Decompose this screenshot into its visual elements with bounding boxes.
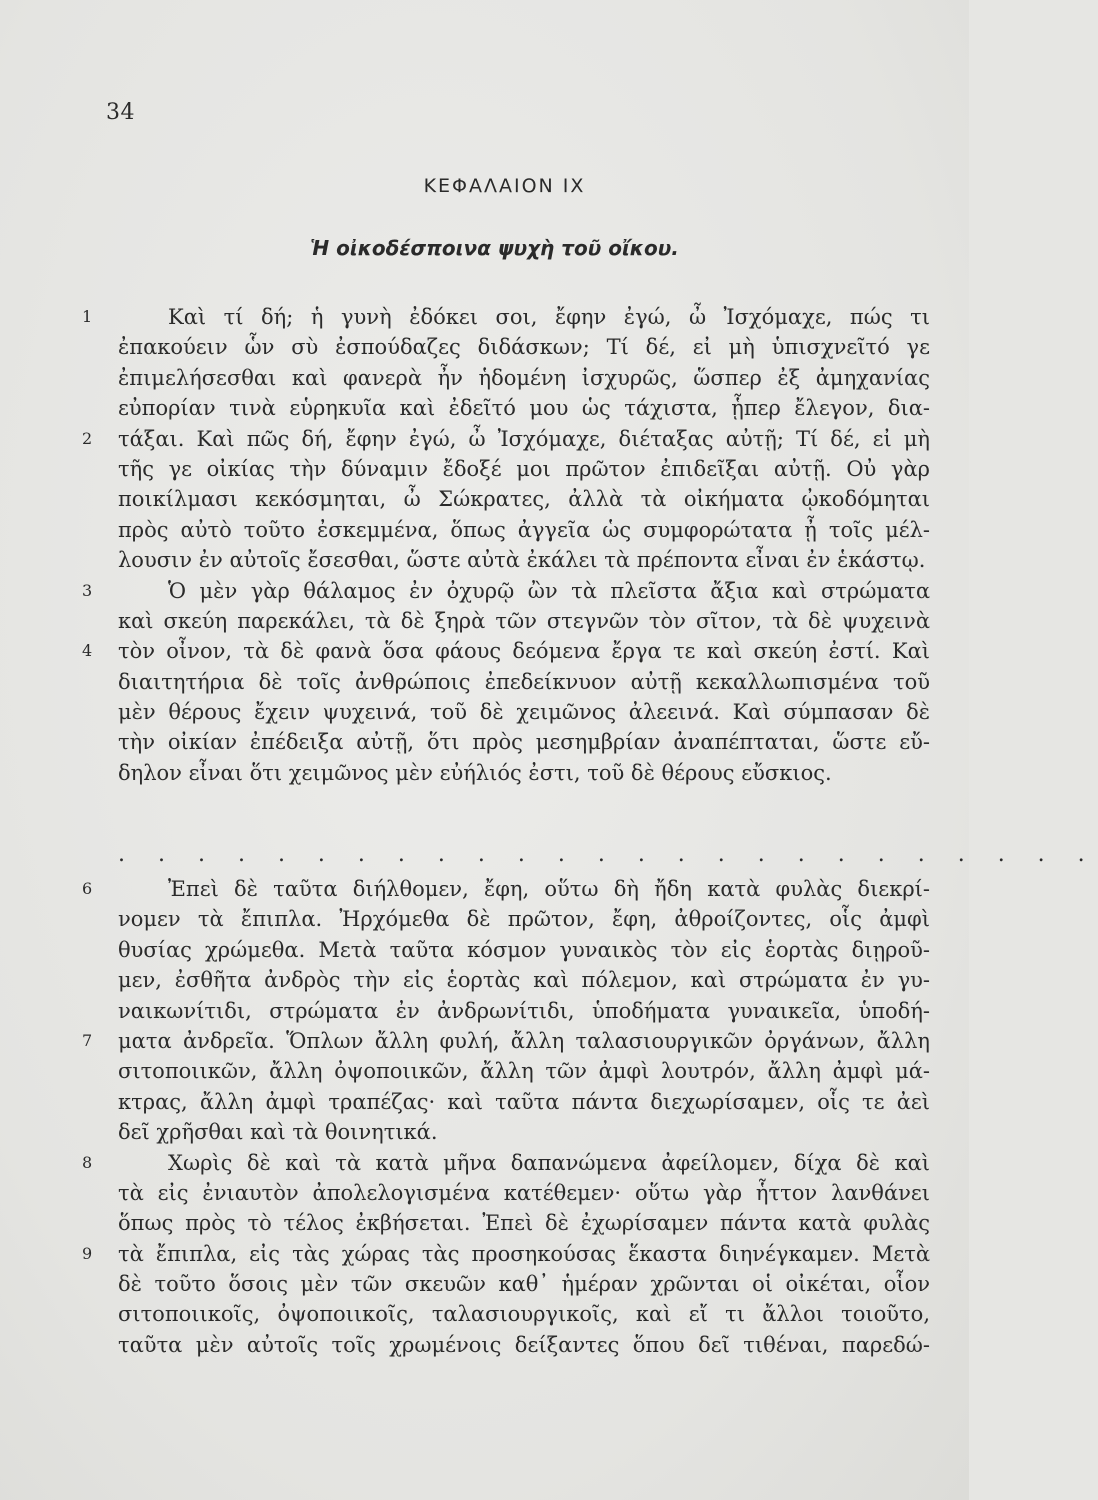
line-text: ταῦτα μὲν αὐτοῖς τοῖς χρωμένοις δείξαντες ὅπου δεῖ τιθέναι, παρεδώ- xyxy=(118,1332,930,1357)
text-line xyxy=(118,1087,930,1117)
line-number: 2 xyxy=(82,428,93,448)
line-text: καὶ σκεύη παρεκάλει, τὰ δὲ ξηρὰ τῶν στεγνῶν τὸν σῖτον, τὰ δὲ ψυχεινὰ xyxy=(118,608,930,633)
text-line xyxy=(118,727,930,757)
text-line xyxy=(118,758,930,788)
text-line xyxy=(118,965,930,995)
line-text: δὲ τοῦτο ὅσοις μὲν τῶν σκευῶν καθ᾽ ἡμέραν χρῶνται οἱ οἰκέται, οἷον xyxy=(118,1272,930,1297)
line-number: 4 xyxy=(82,641,93,661)
chapter-title: ΚΕΦΑΛΑΙΟΝ ΙΧ xyxy=(423,175,586,197)
text-line xyxy=(118,1330,930,1360)
line-text: ποικίλμασι κεκόσμηται, ὦ Σώκρατες, ἀλλὰ τὰ οἰκήματα ᾠκοδόμηται xyxy=(118,487,930,512)
text-line xyxy=(82,636,930,666)
text-line xyxy=(118,332,930,362)
line-number: 3 xyxy=(82,580,93,600)
page-number: 34 xyxy=(106,100,135,125)
line-text: διαιτητήρια δὲ τοῖς ἀνθρώποις ἐπεδείκνυον αὐτῇ κεκαλλωπισμένα τοῦ xyxy=(118,669,930,694)
line-text: Χωρὶς δὲ καὶ τὰ κατὰ μῆνα δαπανώμενα ἀφείλομεν, δίχα δὲ καὶ xyxy=(168,1150,930,1175)
text-line xyxy=(118,996,930,1026)
line-text: σιτοποιικῶν, ἄλλη ὀψοποιικῶν, ἄλλη τῶν ἀμφὶ λουτρόν, ἄλλη ἀμφὶ μά- xyxy=(118,1059,930,1084)
line-text: Καὶ τί δή; ἡ γυνὴ ἐδόκει σοι, ἔφην ἐγώ, ὦ Ἰσχόμαχε, πώς τι xyxy=(168,305,930,329)
text-line xyxy=(118,904,930,934)
line-text: ναικωνίτιδι, στρώματα ἐν ἀνδρωνίτιδι, ὑποδήματα γυναικεῖα, ὑποδή- xyxy=(118,998,930,1023)
text-line xyxy=(118,545,930,575)
text-line xyxy=(118,515,930,545)
text-line xyxy=(118,667,930,697)
line-text: δηλον εἶναι ὅτι χειμῶνος μὲν εὐήλιός ἐστι, τοῦ δὲ θέρους εὔσκιος. xyxy=(118,760,832,785)
line-text: τάξαι. Καὶ πῶς δή, ἔφην ἐγώ, ὦ Ἰσχόμαχε, διέταξας αὐτῇ; Τί δέ, εἰ μὴ xyxy=(118,426,930,451)
line-number: 6 xyxy=(82,879,93,898)
line-text: κτρας, ἄλλη ἀμφὶ τραπέζας· καὶ ταῦτα πάντα διεχωρίσαμεν, οἷς τε ἀεὶ xyxy=(118,1089,930,1114)
line-text: μεν, ἐσθῆτα ἀνδρὸς τὴν εἰς ἑορτὰς καὶ πόλεμον, καὶ στρώματα ἐν γυ- xyxy=(118,968,930,993)
line-text: εὐπορίαν τινὰ εὑρηκυῖα καὶ ἐδεῖτό μου ὡς τάχιστα, ᾗπερ ἔλεγον, δια- xyxy=(118,396,930,421)
line-text: τὴν οἰκίαν ἐπέδειξα αὐτῇ, ὅτι πρὸς μεσημβρίαν ἀναπέπταται, ὥστε εὔ- xyxy=(118,730,930,755)
text-line xyxy=(82,302,930,332)
text-block-2 xyxy=(82,874,930,1360)
text-line xyxy=(118,1178,930,1208)
text-line xyxy=(82,1026,930,1056)
line-text: Ὁ μὲν γὰρ θάλαμος ἐν ὀχυρῷ ὢν τὰ πλεῖστα ἄξια καὶ στρώματα xyxy=(168,578,930,603)
text-block-1 xyxy=(82,302,930,788)
line-text: ἐπιμελήσεσθαι καὶ φανερὰ ἦν ἡδομένη ἰσχυρῶς, ὥσπερ ἐξ ἀμηχανίας xyxy=(118,365,930,390)
text-line xyxy=(118,1056,930,1086)
text-line xyxy=(82,576,930,606)
line-number: 8 xyxy=(82,1152,93,1172)
line-text: πρὸς αὐτὸ τοῦτο ἐσκεμμένα, ὅπως ἀγγεῖα ὡς συμφορώτατα ᾖ τοῖς μέλ- xyxy=(118,517,930,542)
text-line xyxy=(118,1208,930,1238)
text-line xyxy=(82,874,930,904)
line-text: τὰ εἰς ἐνιαυτὸν ἀπολελογισμένα κατέθεμεν· οὕτω γὰρ ἧττον λανθάνει xyxy=(118,1180,930,1205)
text-line xyxy=(118,1269,930,1299)
line-number: 9 xyxy=(82,1243,93,1263)
line-text: Ἐπεὶ δὲ ταῦτα διήλθομεν, ἔφη, οὕτω δὴ ἤδη κατὰ φυλὰς διεκρί- xyxy=(168,877,930,901)
line-text: ὅπως πρὸς τὸ τέλος ἐκβήσεται. Ἐπεὶ δὲ ἐχωρίσαμεν πάντα κατὰ φυλὰς xyxy=(118,1211,930,1236)
line-text: θυσίας χρώμεθα. Μετὰ ταῦτα κόσμον γυναικὸς τὸν εἰς ἑορτὰς διῃροῦ- xyxy=(118,937,930,962)
text-line xyxy=(118,1117,930,1147)
text-line xyxy=(82,424,930,454)
line-text: τὸν οἶνον, τὰ δὲ φανὰ ὅσα φάους δεόμενα ἔργα τε καὶ σκεύη ἐστί. Καὶ xyxy=(118,639,930,664)
line-text: σιτοποιικοῖς, ὀψοποιικοῖς, ταλασιουργικοῖς, καὶ εἴ τι ἄλλοι τοιοῦτο, xyxy=(118,1302,930,1327)
line-text: μὲν θέρους ἔχειν ψυχεινά, τοῦ δὲ χειμῶνος ἀλεεινά. Καὶ σύμπασαν δὲ xyxy=(118,700,930,725)
line-number: 7 xyxy=(82,1030,93,1050)
line-text: νομεν τὰ ἔπιπλα. Ἠρχόμεθα δὲ πρῶτον, ἔφη, ἀθροίζοντες, οἷς ἀμφὶ xyxy=(118,907,930,932)
text-line xyxy=(82,1148,930,1178)
line-text: ἐπακούειν ὧν σὺ ἐσπούδαζες διδάσκων; Τί δέ, εἰ μὴ ὑπισχνεῖτό γε xyxy=(118,335,930,360)
text-line xyxy=(118,1299,930,1329)
line-text: τὰ ἔπιπλα, εἰς τὰς χώρας τὰς προσηκούσας ἕκαστα διηνέγκαμεν. Μετὰ xyxy=(118,1241,930,1266)
text-line xyxy=(118,606,930,636)
line-number: 1 xyxy=(82,307,93,326)
text-line xyxy=(82,1239,930,1269)
line-text: τῆς γε οἰκίας τὴν δύναμιν ἔδοξέ μοι πρῶτον ἐπιδεῖξαι αὐτῇ. Οὐ γὰρ xyxy=(118,456,930,481)
text-line xyxy=(118,697,930,727)
text-line xyxy=(118,393,930,423)
chapter-subtitle: Ἡ οἰκοδέσποινα ψυχὴ τοῦ οἴκου. xyxy=(310,236,679,260)
text-line xyxy=(118,454,930,484)
line-text: λουσιν ἐν αὐτοῖς ἔσεσθαι, ὥστε αὐτὰ ἐκάλει τὰ πρέποντα εἶναι ἐν ἑκάστῳ. xyxy=(118,548,926,573)
line-text: δεῖ χρῆσθαι καὶ τὰ θοινητικά. xyxy=(118,1120,438,1145)
text-line xyxy=(118,363,930,393)
text-line xyxy=(118,935,930,965)
text-line xyxy=(118,484,930,514)
ellipsis-separator: . . . . . . . . . . . . . . . . . . . . . . . . . xyxy=(118,842,1098,867)
line-text: ματα ἀνδρεῖα. Ὅπλων ἄλλη φυλή, ἄλλη ταλασιουργικῶν ὀργάνων, ἄλλη xyxy=(118,1028,930,1053)
